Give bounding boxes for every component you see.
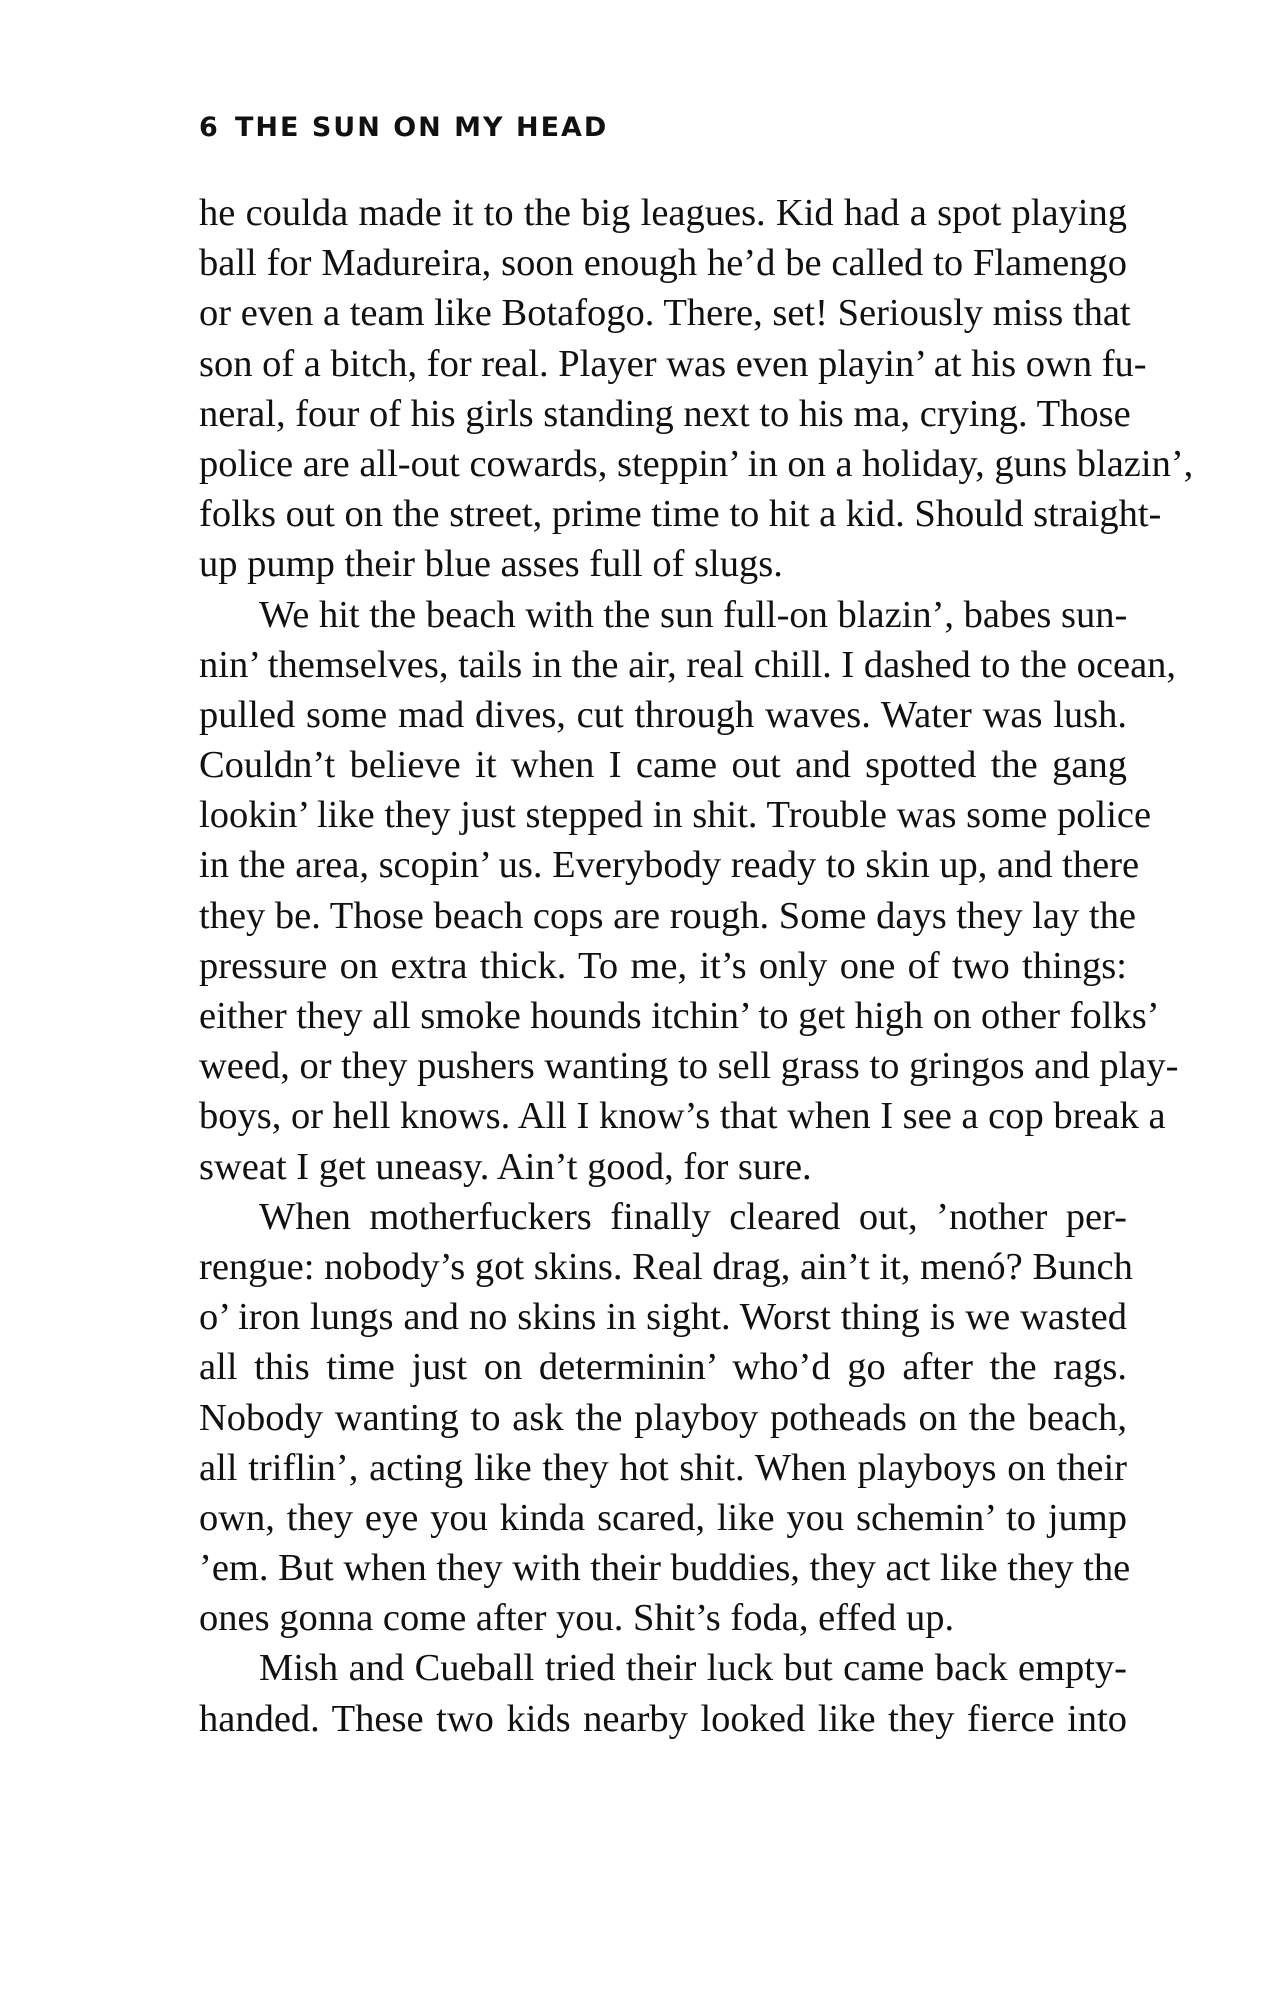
text-line: neral, four of his girls standing next to his ma, crying. Those [199, 392, 1131, 435]
text-line: We hit the beach with the sun full-on blazin’, babes sun- [259, 593, 1128, 636]
body-text [199, 188, 1194, 1744]
text-line: rengue: nobody’s got skins. Real drag, ain’t it, menó? Bunch [199, 1245, 1133, 1288]
text-line: Couldn’t believe it when I came out and spotted the gang [199, 744, 1127, 787]
text-line: in the area, scopin’ us. Everybody ready to skin up, and there [199, 844, 1140, 887]
text-line: Mish and Cueball tried their luck but came back empty- [259, 1647, 1127, 1690]
page-number: 6 [199, 112, 220, 143]
text-line: up pump their blue asses full of slugs. [199, 543, 783, 586]
text-line: pulled some mad dives, cut through waves. Water was lush. [199, 693, 1127, 736]
text-line: ones gonna come after you. Shit’s foda, effed up. [199, 1597, 955, 1640]
running-title: THE SUN ON MY HEAD [235, 112, 609, 143]
text-line: ’em. But when they with their buddies, they act like they the [199, 1547, 1131, 1590]
text-line: they be. Those beach cops are rough. Some days they lay the [199, 894, 1136, 937]
text-line: lookin’ like they just stepped in shit. Trouble was some police [199, 794, 1152, 837]
text-line: When motherfuckers finally cleared out, ’nother per- [259, 1195, 1127, 1238]
text-line: all triflin’, acting like they hot shit. When playboys on their [199, 1446, 1127, 1489]
text-line: boys, or hell knows. All I know’s that when I see a cop break a [199, 1095, 1166, 1138]
paragraph [199, 188, 1194, 590]
text-line: weed, or they pushers wanting to sell grass to gringos and play- [199, 1045, 1179, 1088]
paragraph [199, 1643, 1127, 1743]
text-line: o’ iron lungs and no skins in sight. Worst thing is we wasted [199, 1296, 1127, 1339]
text-line: handed. These two kids nearby looked like they fierce into [199, 1697, 1127, 1740]
text-line: or even a team like Botafogo. There, set! Seriously miss that [199, 292, 1131, 335]
text-line: nin’ themselves, tails in the air, real chill. I dashed to the ocean, [199, 643, 1177, 686]
paragraph [199, 1192, 1133, 1644]
running-header [199, 112, 608, 143]
text-line: pressure on extra thick. To me, it’s only one of two things: [199, 944, 1127, 987]
text-line: all this time just on determinin’ who’d go after the rags. [199, 1346, 1127, 1389]
text-line: he coulda made it to the big leagues. Kid had a spot playing [199, 192, 1127, 234]
text-line: folks out on the street, prime time to hit a kid. Should straight- [199, 493, 1162, 536]
text-line: police are all-out cowards, steppin’ in on a holiday, guns blazin’, [199, 442, 1194, 485]
text-line: ball for Madureira, soon enough he’d be called to Flamengo [199, 242, 1127, 285]
paragraph [199, 590, 1179, 1192]
text-line: own, they eye you kinda scared, like you schemin’ to jump [199, 1496, 1127, 1539]
text-line: sweat I get uneasy. Ain’t good, for sure. [199, 1145, 812, 1188]
text-line: Nobody wanting to ask the playboy potheads on the beach, [199, 1396, 1127, 1439]
text-line: either they all smoke hounds itchin’ to get high on other folks’ [199, 995, 1160, 1037]
text-line: son of a bitch, for real. Player was even playin’ at his own fu- [199, 342, 1147, 385]
